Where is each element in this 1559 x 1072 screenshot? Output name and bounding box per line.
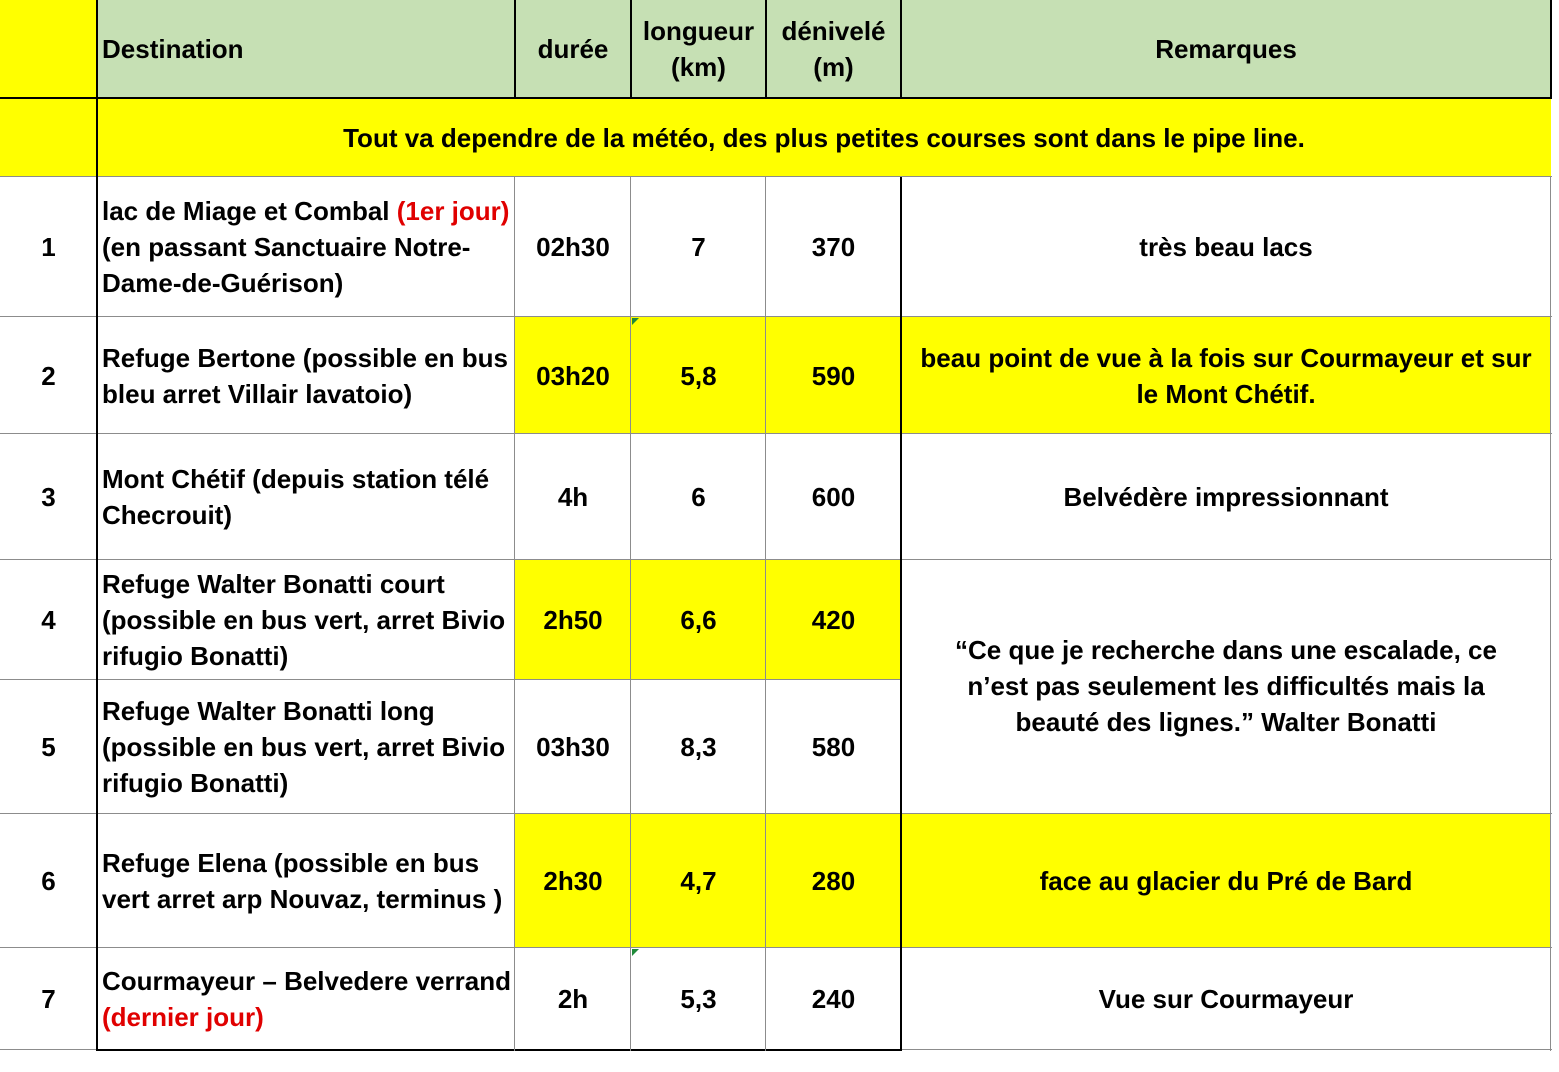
row-5-longueur: 8,3 (680, 732, 717, 762)
row-7-bottom-border-left (0, 1049, 97, 1050)
header-denivele-left-border (765, 0, 767, 98)
duree-column-border (514, 177, 515, 1051)
row-1-destination (97, 177, 515, 317)
banner-bottom-border (0, 176, 1552, 177)
row-5-number: 5 (41, 732, 56, 762)
header-longueur-left-border (630, 0, 632, 98)
row-3-remarque: Belvédère impressionnant (1063, 482, 1389, 512)
denivele-column-border (765, 177, 766, 1051)
row-7-number: 7 (41, 984, 56, 1014)
header-corner-cell (0, 0, 97, 98)
row-6-bottom-border (0, 947, 1552, 948)
row-2-longueur: 5,8 (631, 317, 766, 434)
row-3-denivele: 600 (811, 482, 856, 512)
row-3-duree: 4h (557, 482, 589, 512)
row-7-remarque: Vue sur Courmayeur (1098, 984, 1354, 1014)
row-6-remarque: face au glacier du Pré de Bard (901, 814, 1551, 948)
header-remarques: Remarques (901, 0, 1551, 98)
header-longueur-unit: (km) (671, 52, 726, 82)
row-2-bottom-border (0, 433, 1552, 434)
row-6-denivele: 280 (766, 814, 901, 948)
remarques-column-border (900, 177, 902, 1051)
header-longueur (631, 0, 766, 98)
row-3-destination: Mont Chétif (depuis station télé Checrouit) (102, 464, 490, 530)
row-7-destination-text: Courmayeur – Belvedere verrand (102, 966, 511, 996)
row-7-longueur: 5,3 (680, 984, 717, 1014)
header-denivele (766, 0, 901, 98)
row-5-duree: 03h30 (536, 732, 610, 762)
row-4-destination: Refuge Walter Bonatti court (possible en bus vert, arret Bivio rifugio Bonatti) (102, 569, 506, 671)
banner-text: Tout va dependre de la météo, des plus petites courses sont dans le pipe line. (97, 98, 1551, 177)
row-2-denivele: 590 (766, 317, 901, 434)
row-6-destination: Refuge Elena (possible en bus vert arret arp Nouvaz, terminus ) (102, 848, 503, 914)
row-4-longueur: 6,6 (631, 560, 766, 680)
row-7-destination-day-tag: (dernier jour) (102, 1002, 264, 1032)
header-duree: durée (515, 0, 631, 98)
row-7-bottom-border-right (901, 1049, 1552, 1050)
row-2-duree: 03h20 (515, 317, 631, 434)
row-2-destination: Refuge Bertone (possible en bus bleu arret Villair lavatoio) (102, 342, 508, 409)
row-3-bottom-border (0, 559, 1552, 560)
header-denivele-unit: (m) (813, 52, 854, 82)
header-remarques-left-border (900, 0, 902, 98)
header-destination: Destination (97, 0, 515, 98)
row-1-duree: 02h30 (536, 232, 610, 262)
header-longueur-label: longueur (642, 16, 755, 46)
row-5-destination: Refuge Walter Bonatti long (possible en bus vert, arret Bivio rifugio Bonatti) (102, 696, 506, 798)
row-6-longueur: 4,7 (631, 814, 766, 948)
header-right-border (1550, 0, 1552, 98)
comment-indicator-row-2[interactable] (632, 318, 639, 325)
row-7-denivele: 240 (811, 984, 856, 1014)
row-4-duree: 2h50 (515, 560, 631, 680)
row-1-number: 1 (41, 232, 56, 262)
row-1-destination-text-a: lac de Miage et Combal (102, 196, 397, 226)
row-2-remarque: beau point de vue à la fois sur Courmayeur et sur le Mont Chétif. (901, 317, 1551, 434)
banner-corner-cell (0, 98, 97, 177)
row-1-longueur: 7 (691, 232, 706, 262)
row-3-number: 3 (41, 482, 56, 512)
row-1-destination-day-tag: (1er jour) (396, 196, 510, 226)
comment-indicator-row-7[interactable] (632, 949, 639, 956)
row-1-remarque: très beau lacs (1139, 232, 1313, 262)
table-bottom-border (97, 1049, 901, 1051)
row-1-destination-text-b: (en passant Sanctuaire Notre-Dame-de-Guérison) (102, 232, 471, 298)
table-right-border (1550, 177, 1551, 1051)
row-5-denivele: 580 (811, 732, 856, 762)
header-duree-left-border (514, 0, 516, 98)
row-1-denivele: 370 (811, 232, 856, 262)
header-bottom-border (0, 97, 1552, 99)
row-7-destination (97, 948, 515, 1050)
row-6-number: 6 (41, 866, 56, 896)
row-3-longueur: 6 (691, 482, 706, 512)
row-1-bottom-border (0, 316, 1552, 317)
number-column-border (96, 0, 98, 1051)
row-6-duree: 2h30 (515, 814, 631, 948)
row-4-number: 4 (41, 605, 56, 635)
header-denivele-label: dénivelé (781, 16, 886, 46)
row-7-duree: 2h (557, 984, 589, 1014)
bonatti-quote: “Ce que je recherche dans une escalade, ce n’est pas seulement les difficultés mais la beauté des lignes.” Walter Bonatti (955, 635, 1497, 737)
row-2-number: 2 (41, 360, 56, 391)
longueur-column-border (630, 177, 631, 1051)
row-5-bottom-border (0, 813, 1552, 814)
row-4-denivele: 420 (766, 560, 901, 680)
